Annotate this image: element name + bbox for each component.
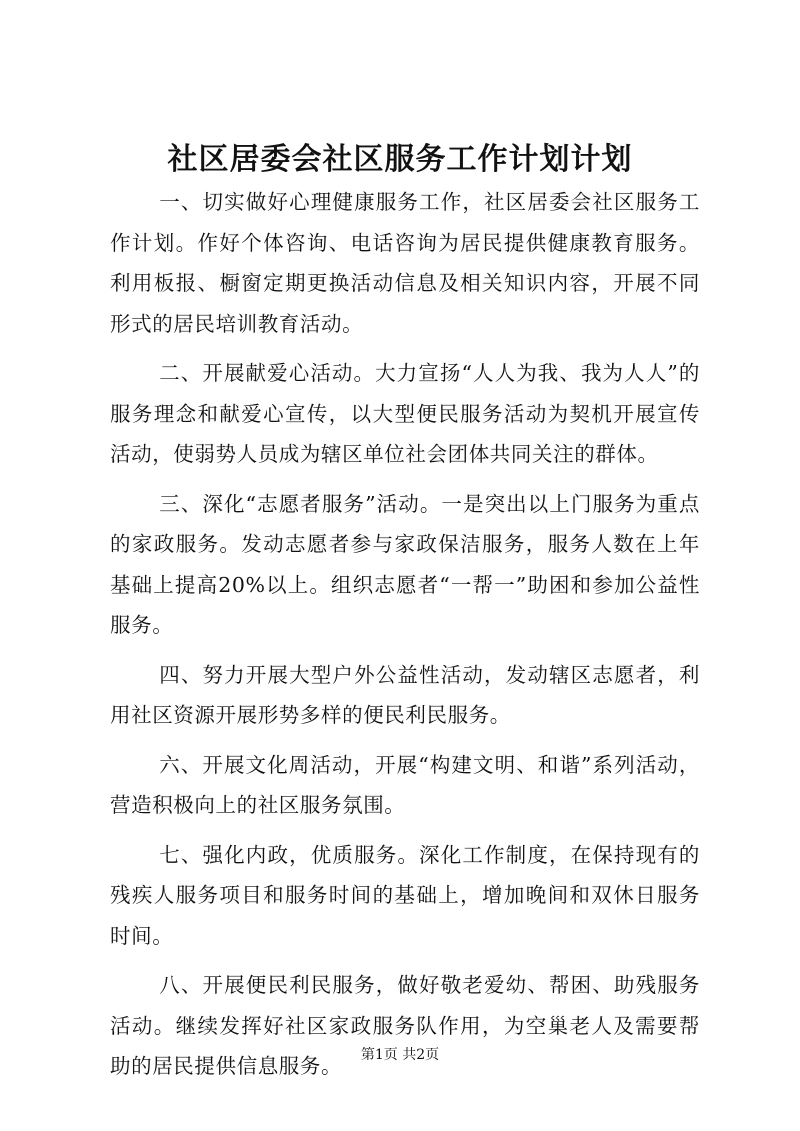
paragraph-2: 二、开展献爱心活动。大力宣扬“人人为我、我为人人”的服务理念和献爱心宣传，以大型便民服务活动为契机开展宣传活动，使弱势人员成为辖区单位社会团体共同关注的群体。 — [110, 361, 700, 466]
paragraph-3: 三、深化“志愿者服务”活动。一是突出以上门服务为重点的家政服务。发动志愿者参与家政保洁服务，服务人数在上年基础上提高20%以上。组织志愿者“一帮一”助困和参加公益性服务。 — [110, 491, 700, 637]
paragraph-6: 七、强化内政，优质服务。深化工作制度，在保持现有的残疾人服务项目和服务时间的基础上，增加晚间和双休日服务时间。 — [110, 842, 700, 948]
paragraph-4: 四、努力开展大型户外公益性活动，发动辖区志愿者，利用社区资源开展形势多样的便民利民服务。 — [110, 662, 700, 727]
paragraph-5: 六、开展文化周活动，开展“构建文明、和谐”系列活动，营造积极向上的社区服务氛围。 — [110, 752, 700, 817]
document-title: 社区居委会社区服务工作计划计划 — [167, 142, 633, 177]
document-body — [110, 182, 700, 1087]
paragraph-7: 八、开展便民利民服务，做好敬老爱幼、帮困、助残服务活动。继续发挥好社区家政服务队作用，为空巢老人及需要帮助的居民提供信息服务。 — [110, 973, 700, 1078]
paragraph-1: 一、切实做好心理健康服务工作，社区居委会社区服务工作计划。作好个体咨询、电话咨询为居民提供健康教育服务。利用板报、橱窗定期更换活动信息及相关知识内容，开展不同形式的居民培训教育活动。 — [110, 190, 700, 336]
page-number-footer: 第1页 共2页 — [360, 1047, 440, 1063]
